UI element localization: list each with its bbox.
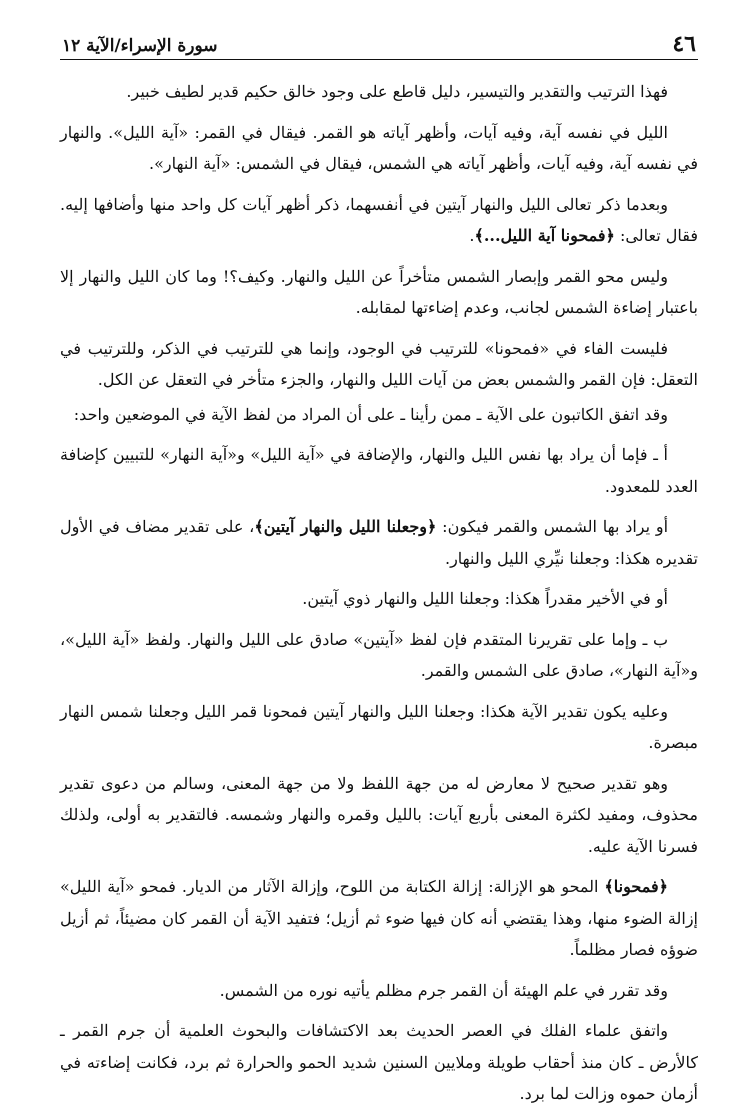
- paragraph: الليل في نفسه آية، وفيه آيات، وأظهر آياته هو القمر. فيقال في القمر: «آية الليل». والنهار في نفسه آية، وفيه آيات، وأظهر آياته هي الشمس، فيقال في الشمس: «آية النهار».: [60, 122, 698, 173]
- paragraph-text: وبعدما ذكر تعالى الليل والنهار آيتين في أنفسهما، ذكر أظهر آيات كل واحد منها وأضافها إليه. فقال تعالى:: [60, 194, 698, 245]
- quran-quote: ﴿وجعلنا الليل والنهار آيتين﴾: [254, 517, 437, 536]
- paragraph-text: .: [469, 226, 475, 245]
- paragraph: ب ـ وإما على تقريرنا المتقدم فإن لفظ «آيتين» صادق على الليل والنهار. ولفظ «آية الليل»، و«آية النهار»، صادق على الشمس والقمر.: [60, 629, 698, 680]
- body-text: [60, 76, 698, 1110]
- paragraph: واتفق علماء الفلك في العصر الحديث بعد الاكتشافات والبحوث العلمية أن جرم القمر ـ كالأرض ـ كان منذ أحقاب طويلة وملايين السنين شديد الحمو والحرارة ثم برد، فكانت إضاءته في أزمان حموه وزالت لما برد.: [60, 1021, 698, 1103]
- paragraph: أ ـ فإما أن يراد بها نفس الليل والنهار، والإضافة في «آية الليل» و«آية النهار» للتبيين كإضافة العدد للمعدود.: [60, 445, 698, 496]
- document-page: [60, 30, 698, 1103]
- paragraph-text: ، على تقدير مضاف في الأول تقديره هكذا: وجعلنا نيِّري الليل والنهار.: [60, 517, 698, 568]
- running-title: سورة الإسراء/الآية ١٢: [62, 36, 218, 56]
- page-number: ٤٦: [672, 31, 696, 57]
- quran-quote: ﴿فمحونا﴾: [604, 877, 668, 896]
- paragraph: [60, 189, 698, 252]
- paragraph: [60, 511, 698, 574]
- paragraph: وهو تقدير صحيح لا معارض له من جهة اللفظ ولا من جهة المعنى، وسالم من دعوى تقدير محذوف، ومفيد لكثرة المعنى بأربع آيات: بالليل وقمره والنهار وشمسه. فالتقدير به أولى، ولذلك فسرنا الآية عليه.: [60, 773, 698, 856]
- paragraph: فهذا الترتيب والتقدير والتيسير، دليل قاطع على وجود خالق حكيم قدير لطيف خبير.: [126, 82, 668, 101]
- paragraph: وعليه يكون تقدير الآية هكذا: وجعلنا الليل والنهار آيتين فمحونا قمر الليل وجعلنا شمس النهار مبصرة.: [60, 701, 698, 752]
- paragraph-text: المحو هو الإزالة: إزالة الكتابة من اللوح، وإزالة الآثار من الديار. فمحو «آية الليل» إزالة الضوء منها، وهذا يقتضي أنه كان فيها ضوء ثم أزيل؛ فتفيد الآية أن القمر كان مضيئاً، ثم أزيل ضوؤه فصار مظلماً.: [60, 877, 698, 959]
- paragraph: أو في الأخير مقدراً هكذا: وجعلنا الليل والنهار ذوي آيتين.: [302, 589, 668, 608]
- paragraph: فليست الفاء في «فمحونا» للترتيب في الوجود، وإنما هي للترتيب في الذكر، وللترتيب في التعقل: فإن القمر والشمس بعض من آيات الليل والنهار، والجزء متأخر في التعقل عن الكل.: [60, 338, 698, 389]
- paragraph: وليس محو القمر وإبصار الشمس متأخراً عن الليل والنهار. وكيف؟! وما كان الليل والنهار إلا باعتبار إضاءة الشمس لجانب، وعدم إضاءتها لمقابله.: [60, 266, 698, 317]
- paragraph: وقد تقرر في علم الهيئة أن القمر جرم مظلم يأتيه نوره من الشمس.: [219, 980, 668, 1000]
- quran-quote: ﴿فمحونا آية الليل...﴾: [474, 226, 615, 245]
- page-header: [60, 30, 698, 60]
- paragraph: وقد اتفق الكاتبون على الآية ـ ممن رأينا ـ على أن المراد من لفظ الآية في الموضعين واحد:: [73, 404, 668, 424]
- paragraph-text: أو يراد بها الشمس والقمر فيكون:: [436, 517, 669, 536]
- paragraph: [60, 871, 698, 966]
